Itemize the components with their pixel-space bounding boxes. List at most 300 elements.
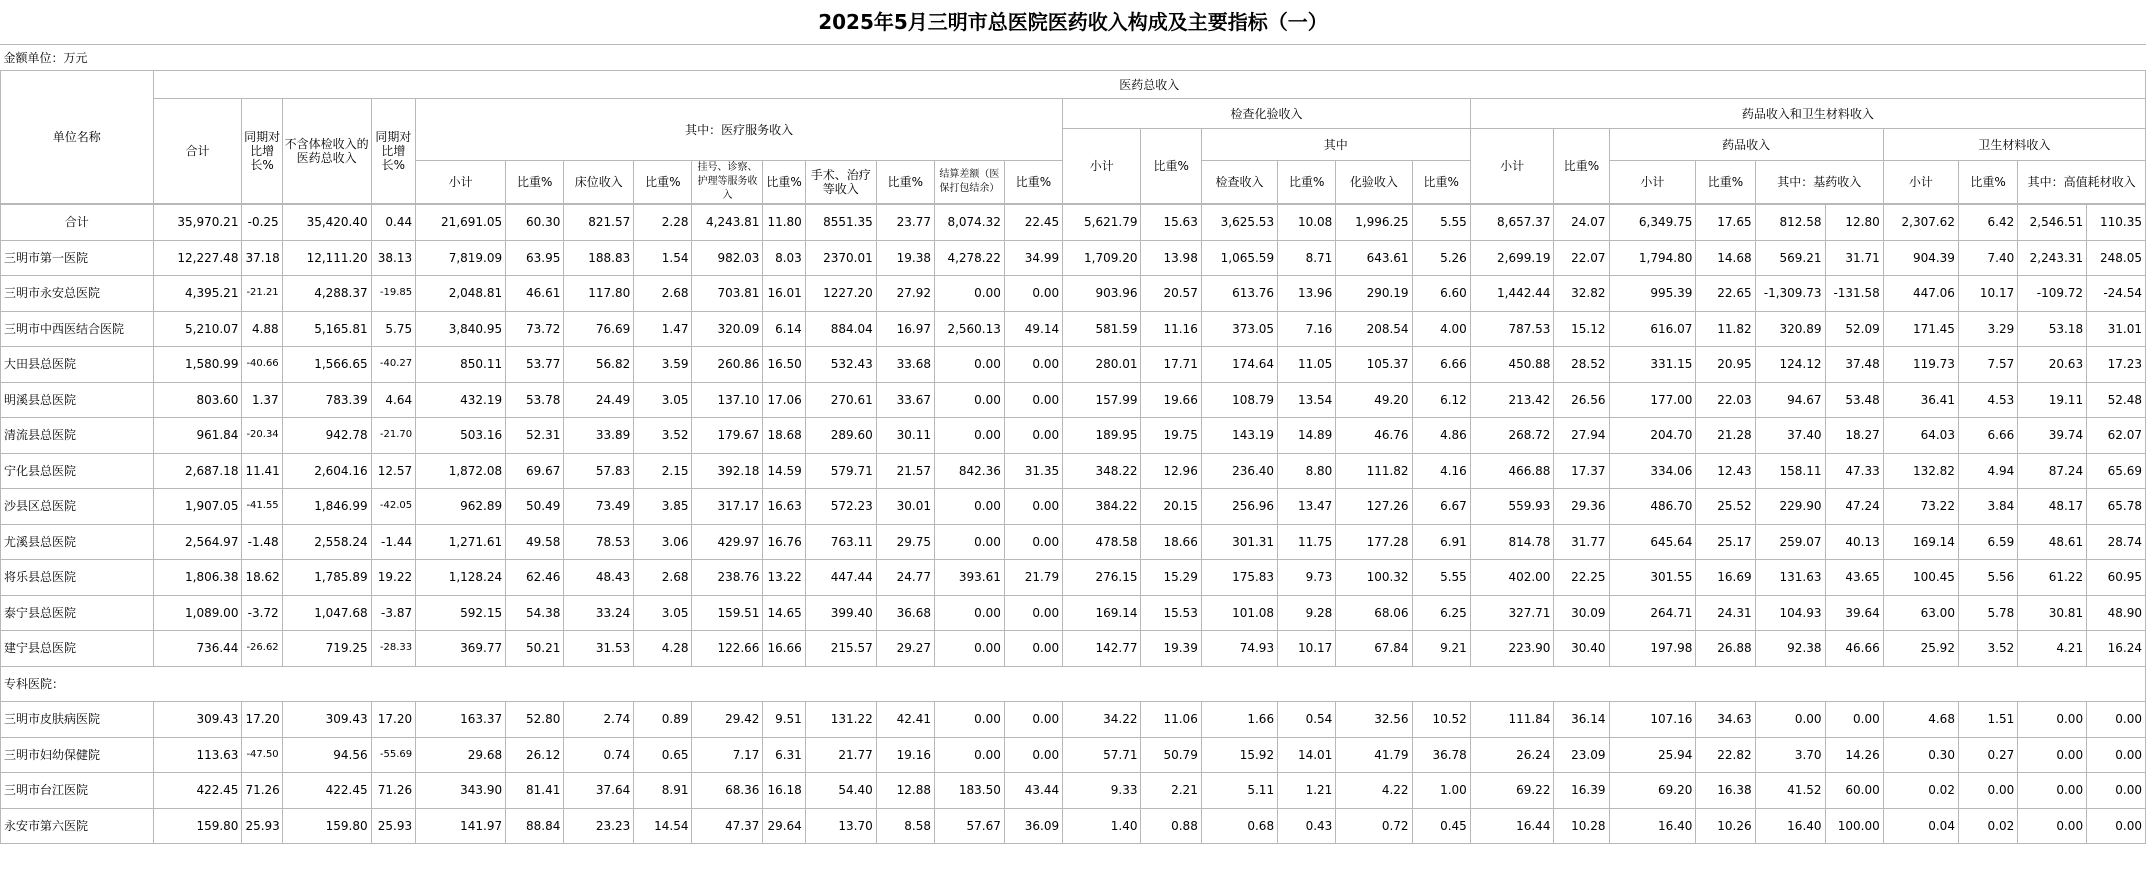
table-cell: 719.25 [282, 631, 371, 667]
table-cell: 16.18 [763, 773, 805, 809]
table-cell: 11.16 [1141, 311, 1201, 347]
table-cell: 16.63 [763, 489, 805, 525]
table-cell: 3.29 [1958, 311, 2017, 347]
table-cell: 1,128.24 [416, 560, 506, 596]
table-cell: 3.85 [634, 489, 692, 525]
table-cell: 14.65 [763, 595, 805, 631]
table-cell: 50.79 [1141, 737, 1201, 773]
table-cell: 19.75 [1141, 418, 1201, 454]
table-cell: 26.12 [506, 737, 564, 773]
table-cell: 10.17 [1958, 276, 2017, 312]
table-cell: 532.43 [805, 347, 876, 383]
table-cell: 8551.35 [805, 205, 876, 241]
table-cell: 223.90 [1470, 631, 1554, 667]
table-cell: 450.88 [1470, 347, 1554, 383]
header-surgery-ratio: 比重% [876, 161, 934, 204]
table-row [1, 205, 2146, 241]
table-cell: 16.69 [1696, 560, 1755, 596]
table-cell: 422.45 [282, 773, 371, 809]
table-cell: 6.31 [763, 737, 805, 773]
table-cell: 7.17 [692, 737, 763, 773]
table-cell: 280.01 [1063, 347, 1141, 383]
table-cell: 2.74 [564, 702, 634, 738]
header-settlement-ratio: 比重% [1004, 161, 1062, 204]
table-cell: 48.17 [2018, 489, 2087, 525]
table-cell: 36.68 [876, 595, 934, 631]
table-cell: 268.72 [1470, 418, 1554, 454]
table-cell: 12.57 [371, 453, 415, 489]
table-cell: 177.00 [1609, 382, 1696, 418]
table-cell: 2,687.18 [153, 453, 242, 489]
table-cell: 4.21 [2018, 631, 2087, 667]
header-dm-ratio: 比重% [1554, 129, 1609, 204]
table-cell: 0.00 [2087, 808, 2146, 844]
table-cell: 31.35 [1004, 453, 1062, 489]
table-cell: 65.78 [2087, 489, 2146, 525]
table-cell: 4.53 [1958, 382, 2017, 418]
table-cell: 0.00 [934, 702, 1004, 738]
header-yoy2: 同期对比增长% [371, 99, 415, 204]
table-cell: 1.21 [1278, 773, 1336, 809]
table-cell: 581.59 [1063, 311, 1141, 347]
table-cell: 1.54 [634, 240, 692, 276]
table-cell: 68.36 [692, 773, 763, 809]
table-cell: 3,840.95 [416, 311, 506, 347]
table-cell: 32.82 [1554, 276, 1609, 312]
table-cell: 47.33 [1825, 453, 1883, 489]
table-cell: 432.19 [416, 382, 506, 418]
table-cell: 12.80 [1825, 205, 1883, 241]
table-row [1, 453, 2146, 489]
table-row [1, 773, 2146, 809]
table-cell: 29.42 [692, 702, 763, 738]
table-cell: 0.00 [934, 347, 1004, 383]
table-cell: 0.00 [1004, 276, 1062, 312]
row-unit-name: 永安市第六医院 [1, 808, 154, 844]
table-cell: 783.39 [282, 382, 371, 418]
table-cell: 53.18 [2018, 311, 2087, 347]
table-cell: 54.40 [805, 773, 876, 809]
table-cell: 0.00 [2018, 773, 2087, 809]
table-cell: 3.52 [634, 418, 692, 454]
table-cell: 4,395.21 [153, 276, 242, 312]
table-cell: 37.40 [1755, 418, 1825, 454]
table-cell: 100.32 [1336, 560, 1412, 596]
table-cell: 50.21 [506, 631, 564, 667]
table-cell: 33.24 [564, 595, 634, 631]
table-row [1, 524, 2146, 560]
row-unit-name: 宁化县总医院 [1, 453, 154, 489]
table-cell: 100.00 [1825, 808, 1883, 844]
table-cell: 33.67 [876, 382, 934, 418]
header-material-subtotal: 小计 [1883, 161, 1958, 204]
table-cell: 0.44 [371, 205, 415, 241]
table-cell: 613.76 [1201, 276, 1277, 312]
header-high-value: 其中：高值耗材收入 [2018, 161, 2146, 204]
table-cell: 0.54 [1278, 702, 1336, 738]
table-cell: 35,970.21 [153, 205, 242, 241]
table-cell: 1.37 [242, 382, 282, 418]
table-cell: 18.68 [763, 418, 805, 454]
table-cell: 884.04 [805, 311, 876, 347]
table-cell: 8.03 [763, 240, 805, 276]
table-cell: 0.00 [934, 489, 1004, 525]
table-cell: 10.26 [1696, 808, 1755, 844]
table-cell: 78.53 [564, 524, 634, 560]
table-cell: 19.39 [1141, 631, 1201, 667]
header-exam-of-which: 其中 [1201, 129, 1470, 161]
table-cell: 127.26 [1336, 489, 1412, 525]
table-cell: 22.45 [1004, 205, 1062, 241]
table-cell: 13.98 [1141, 240, 1201, 276]
table-cell: 0.00 [934, 524, 1004, 560]
table-cell: 12.96 [1141, 453, 1201, 489]
table-cell: 4.28 [634, 631, 692, 667]
header-exam-ratio: 比重% [1141, 129, 1201, 204]
table-cell: 5,621.79 [1063, 205, 1141, 241]
table-cell: 43.44 [1004, 773, 1062, 809]
table-cell: 0.30 [1883, 737, 1958, 773]
header-total: 合计 [153, 99, 242, 204]
table-cell: 53.77 [506, 347, 564, 383]
table-cell: 26.88 [1696, 631, 1755, 667]
table-cell: 447.06 [1883, 276, 1958, 312]
table-cell: 39.64 [1825, 595, 1883, 631]
table-cell: 0.00 [1825, 702, 1883, 738]
table-cell: 6.42 [1958, 205, 2017, 241]
table-cell: 52.48 [2087, 382, 2146, 418]
table-cell: 0.27 [1958, 737, 2017, 773]
table-cell: 22.03 [1696, 382, 1755, 418]
table-cell: 317.17 [692, 489, 763, 525]
header-service-ratio: 比重% [506, 161, 564, 204]
table-cell: 7.57 [1958, 347, 2017, 383]
table-cell: 2,307.62 [1883, 205, 1958, 241]
header-bed-ratio: 比重% [634, 161, 692, 204]
table-cell: -21.21 [242, 276, 282, 312]
table-cell: 14.89 [1278, 418, 1336, 454]
table-cell: 74.93 [1201, 631, 1277, 667]
table-cell: 1.51 [1958, 702, 2017, 738]
report-title: 2025年5月三明市总医院医药收入构成及主要指标（一） [0, 0, 2146, 45]
table-cell: 3.05 [634, 595, 692, 631]
table-cell: 40.13 [1825, 524, 1883, 560]
table-cell: 9.21 [1412, 631, 1470, 667]
table-cell: 52.80 [506, 702, 564, 738]
table-cell: 189.95 [1063, 418, 1141, 454]
table-cell: 6.66 [1958, 418, 2017, 454]
table-cell: 16.01 [763, 276, 805, 312]
table-cell: 17.37 [1554, 453, 1609, 489]
table-cell: 52.09 [1825, 311, 1883, 347]
table-cell: 36.09 [1004, 808, 1062, 844]
table-cell: 46.76 [1336, 418, 1412, 454]
table-cell: 9.28 [1278, 595, 1336, 631]
table-cell: 942.78 [282, 418, 371, 454]
table-cell: 5.26 [1412, 240, 1470, 276]
table-cell: 3.59 [634, 347, 692, 383]
table-cell: 3.06 [634, 524, 692, 560]
header-exam-subtotal: 小计 [1063, 129, 1141, 204]
table-cell: 119.73 [1883, 347, 1958, 383]
table-cell: -21.70 [371, 418, 415, 454]
table-cell: 14.59 [763, 453, 805, 489]
table-cell: 30.40 [1554, 631, 1609, 667]
table-cell: 57.83 [564, 453, 634, 489]
table-cell: 5,165.81 [282, 311, 371, 347]
table-cell: 850.11 [416, 347, 506, 383]
table-cell: 6.12 [1412, 382, 1470, 418]
data-rows [1, 205, 2146, 844]
table-cell: 43.65 [1825, 560, 1883, 596]
table-cell: 30.09 [1554, 595, 1609, 631]
table-cell: 19.16 [876, 737, 934, 773]
table-cell: 69.20 [1609, 773, 1696, 809]
header-service-income: 其中：医疗服务收入 [416, 99, 1063, 161]
table-cell: 46.61 [506, 276, 564, 312]
table-cell: 569.21 [1755, 240, 1825, 276]
table-cell: -3.72 [242, 595, 282, 631]
table-cell: 392.18 [692, 453, 763, 489]
header-material-income: 卫生材料收入 [1883, 129, 2145, 161]
table-cell: 36.14 [1554, 702, 1609, 738]
table-cell: 16.44 [1470, 808, 1554, 844]
table-cell: 111.84 [1470, 702, 1554, 738]
table-cell: 122.66 [692, 631, 763, 667]
table-cell: 18.27 [1825, 418, 1883, 454]
table-cell: 21.77 [805, 737, 876, 773]
table-cell: 61.22 [2018, 560, 2087, 596]
table-cell: 17.71 [1141, 347, 1201, 383]
table-cell: 2.68 [634, 560, 692, 596]
table-cell: 14.68 [1696, 240, 1755, 276]
table-cell: 52.31 [506, 418, 564, 454]
table-cell: 65.69 [2087, 453, 2146, 489]
table-cell: 208.54 [1336, 311, 1412, 347]
table-cell: 2,604.16 [282, 453, 371, 489]
table-cell: 16.76 [763, 524, 805, 560]
table-cell: 159.80 [282, 808, 371, 844]
table-cell: -41.55 [242, 489, 282, 525]
table-cell: 1,065.59 [1201, 240, 1277, 276]
table-cell: 25.93 [371, 808, 415, 844]
table-cell: 63.00 [1883, 595, 1958, 631]
table-cell: 11.05 [1278, 347, 1336, 383]
table-cell: 111.82 [1336, 453, 1412, 489]
table-row [1, 595, 2146, 631]
table-cell: 579.71 [805, 453, 876, 489]
table-cell: 25.94 [1609, 737, 1696, 773]
table-cell: 23.09 [1554, 737, 1609, 773]
table-cell: 20.57 [1141, 276, 1201, 312]
table-cell: 159.51 [692, 595, 763, 631]
table-cell: 3.70 [1755, 737, 1825, 773]
table-cell: 19.38 [876, 240, 934, 276]
table-cell: 16.39 [1554, 773, 1609, 809]
table-cell: 94.67 [1755, 382, 1825, 418]
table-cell: 29.36 [1554, 489, 1609, 525]
table-cell: 56.82 [564, 347, 634, 383]
table-cell: 6.25 [1412, 595, 1470, 631]
header-settlement: 结算差额（医保打包结余） [934, 161, 1004, 204]
table-cell: 35,420.40 [282, 205, 371, 241]
header-basic-drug: 其中：基药收入 [1755, 161, 1883, 204]
table-cell: 6.14 [763, 311, 805, 347]
table-cell: 3.05 [634, 382, 692, 418]
table-cell: 0.43 [1278, 808, 1336, 844]
table-cell: 36.41 [1883, 382, 1958, 418]
table-cell: 0.00 [934, 418, 1004, 454]
table-cell: 369.77 [416, 631, 506, 667]
table-cell: 39.74 [2018, 418, 2087, 454]
table-cell: 25.93 [242, 808, 282, 844]
table-cell: 17.20 [371, 702, 415, 738]
table-row [1, 240, 2146, 276]
table-cell: -24.54 [2087, 276, 2146, 312]
table-cell: 962.89 [416, 489, 506, 525]
table-cell: -131.58 [1825, 276, 1883, 312]
table-cell: 13.70 [805, 808, 876, 844]
table-cell: 31.01 [2087, 311, 2146, 347]
table-cell: 592.15 [416, 595, 506, 631]
table-cell: 50.49 [506, 489, 564, 525]
table-cell: 2,243.31 [2018, 240, 2087, 276]
table-cell: 18.62 [242, 560, 282, 596]
header-total-income: 医药总收入 [153, 71, 2146, 99]
table-cell: 3.52 [1958, 631, 2017, 667]
table-cell: 29.27 [876, 631, 934, 667]
table-cell: 0.02 [1958, 808, 2017, 844]
table-cell: 0.65 [634, 737, 692, 773]
table-cell: 22.07 [1554, 240, 1609, 276]
table-cell: 15.53 [1141, 595, 1201, 631]
table-cell: 384.22 [1063, 489, 1141, 525]
table-cell: 8.58 [876, 808, 934, 844]
table-cell: 3,625.53 [1201, 205, 1277, 241]
table-cell: 31.71 [1825, 240, 1883, 276]
row-unit-name: 泰宁县总医院 [1, 595, 154, 631]
table-cell: -3.87 [371, 595, 415, 631]
table-cell: -20.34 [242, 418, 282, 454]
table-cell: 157.99 [1063, 382, 1141, 418]
table-cell: 60.30 [506, 205, 564, 241]
table-cell: 19.11 [2018, 382, 2087, 418]
table-cell: 0.00 [1004, 631, 1062, 667]
table-cell: 10.28 [1554, 808, 1609, 844]
table-cell: 101.08 [1201, 595, 1277, 631]
table-cell: 34.63 [1696, 702, 1755, 738]
table-cell: 71.26 [371, 773, 415, 809]
row-unit-name: 三明市台江医院 [1, 773, 154, 809]
table-cell: 2,699.19 [1470, 240, 1554, 276]
table-cell: 1,907.05 [153, 489, 242, 525]
table-cell: 183.50 [934, 773, 1004, 809]
table-cell: 8.91 [634, 773, 692, 809]
table-cell: 10.17 [1278, 631, 1336, 667]
table-cell: 260.86 [692, 347, 763, 383]
table-cell: 88.84 [506, 808, 564, 844]
table-cell: 10.08 [1278, 205, 1336, 241]
table-cell: 62.07 [2087, 418, 2146, 454]
table-cell: 3.84 [1958, 489, 2017, 525]
table-cell: 14.01 [1278, 737, 1336, 773]
table-cell: 0.00 [2087, 737, 2146, 773]
table-cell: 48.61 [2018, 524, 2087, 560]
table-cell: 0.00 [2018, 808, 2087, 844]
table-cell: 60.95 [2087, 560, 2146, 596]
table-cell: 169.14 [1063, 595, 1141, 631]
table-cell: 31.53 [564, 631, 634, 667]
table-cell: 42.41 [876, 702, 934, 738]
table-cell: 2,560.13 [934, 311, 1004, 347]
table-cell: 466.88 [1470, 453, 1554, 489]
table-cell: 12,227.48 [153, 240, 242, 276]
header-lab: 化验收入 [1336, 161, 1412, 204]
table-cell: 24.49 [564, 382, 634, 418]
table-cell: 117.80 [564, 276, 634, 312]
table-cell: 429.97 [692, 524, 763, 560]
table-cell: 14.26 [1825, 737, 1883, 773]
table-cell: 108.79 [1201, 382, 1277, 418]
table-row [1, 737, 2146, 773]
table-cell: 143.19 [1201, 418, 1277, 454]
table-cell: 2.28 [634, 205, 692, 241]
table-cell: 48.90 [2087, 595, 2146, 631]
table-cell: 5.11 [1201, 773, 1277, 809]
table-row [1, 631, 2146, 667]
table-cell: 159.80 [153, 808, 242, 844]
table-cell: 0.88 [1141, 808, 1201, 844]
table-cell: 1,709.20 [1063, 240, 1141, 276]
table-cell: 17.20 [242, 702, 282, 738]
table-cell: 0.00 [1004, 702, 1062, 738]
table-cell: 41.79 [1336, 737, 1412, 773]
table-cell: 2370.01 [805, 240, 876, 276]
table-cell: 301.55 [1609, 560, 1696, 596]
table-cell: 13.96 [1278, 276, 1336, 312]
table-cell: 94.56 [282, 737, 371, 773]
table-cell: 11.75 [1278, 524, 1336, 560]
table-cell: 8.71 [1278, 240, 1336, 276]
table-cell: 422.45 [153, 773, 242, 809]
table-cell: 69.22 [1470, 773, 1554, 809]
table-cell: 64.03 [1883, 418, 1958, 454]
table-cell: 11.06 [1141, 702, 1201, 738]
table-cell: 32.56 [1336, 702, 1412, 738]
table-cell: 995.39 [1609, 276, 1696, 312]
table-cell: 6.60 [1412, 276, 1470, 312]
table-cell: 16.40 [1755, 808, 1825, 844]
table-cell: 812.58 [1755, 205, 1825, 241]
header-registration-ratio: 比重% [763, 161, 805, 204]
table-cell: -40.66 [242, 347, 282, 383]
table-cell: 47.37 [692, 808, 763, 844]
table-cell: 309.43 [282, 702, 371, 738]
table-cell: 0.00 [1004, 524, 1062, 560]
row-unit-name: 三明市永安总医院 [1, 276, 154, 312]
row-unit-name: 清流县总医院 [1, 418, 154, 454]
table-cell: 28.52 [1554, 347, 1609, 383]
table-cell: 7.40 [1958, 240, 2017, 276]
table-cell: -1.48 [242, 524, 282, 560]
table-cell: 0.00 [1755, 702, 1825, 738]
table-cell: 25.17 [1696, 524, 1755, 560]
table-cell: 1,872.08 [416, 453, 506, 489]
table-cell: 0.68 [1201, 808, 1277, 844]
table-row [1, 276, 2146, 312]
table-cell: 14.54 [634, 808, 692, 844]
row-unit-name: 尤溪县总医院 [1, 524, 154, 560]
